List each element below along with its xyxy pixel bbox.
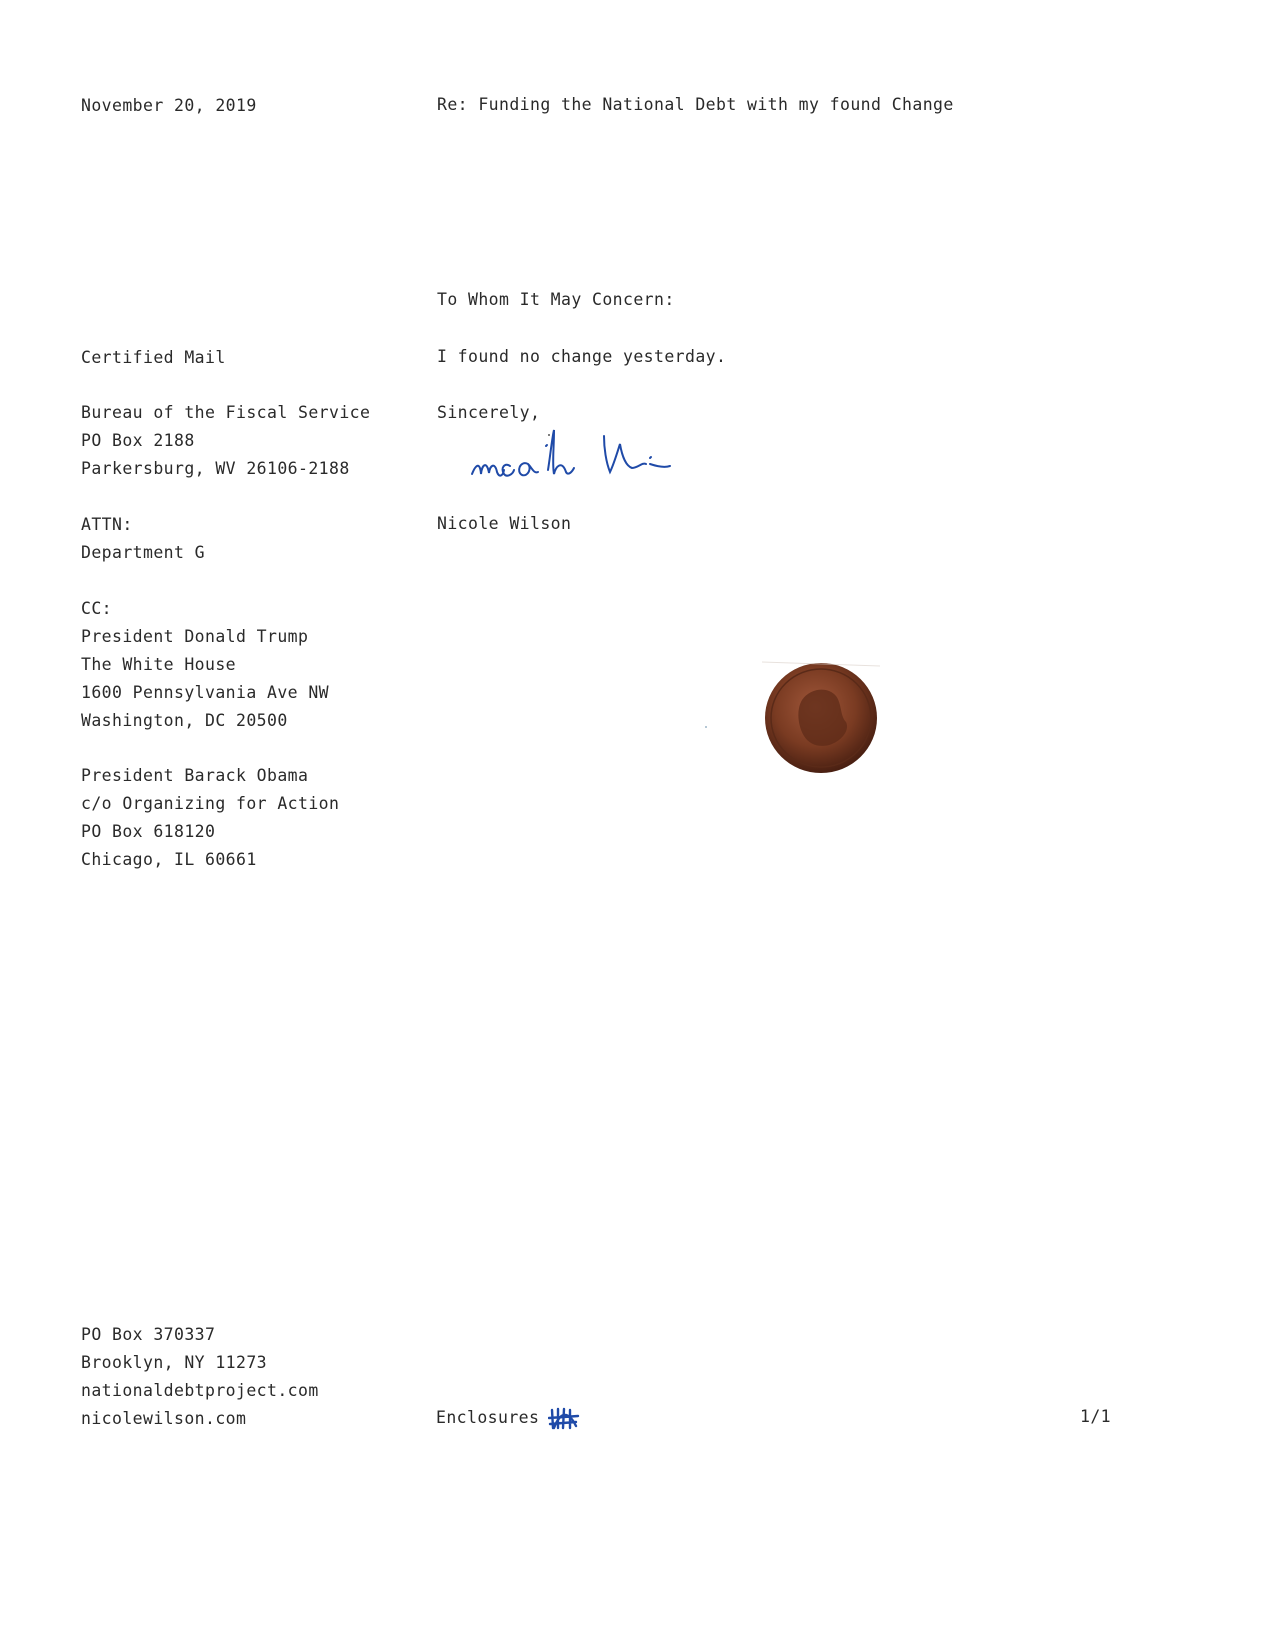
closing: Sincerely, — [437, 403, 541, 422]
mail-type: Certified Mail — [81, 348, 226, 367]
letter-date: November 20, 2019 — [81, 96, 257, 115]
cc-first-line: Washington, DC 20500 — [81, 711, 288, 730]
cc-second-address — [81, 762, 339, 874]
recipient-line: PO Box 2188 — [81, 431, 195, 450]
attn-section — [81, 511, 205, 567]
penny-coin-image — [762, 660, 880, 776]
attn-value: Department G — [81, 543, 206, 562]
recipient-address — [81, 399, 370, 483]
sender-address-line: Brooklyn, NY 11273 — [81, 1353, 268, 1372]
page-number: 1/1 — [1080, 1407, 1112, 1426]
cc-first-line: President Donald Trump — [81, 627, 309, 646]
cc-section — [81, 595, 329, 735]
salutation: To Whom It May Concern: — [437, 290, 675, 309]
scan-speck — [705, 726, 707, 728]
tally-scribble-icon — [548, 1406, 582, 1432]
website-link: nicolewilson.com — [81, 1409, 247, 1428]
cc-second-line: Chicago, IL 60661 — [81, 850, 257, 869]
recipient-line: Bureau of the Fiscal Service — [81, 403, 371, 422]
recipient-line: Parkersburg, WV 26106-2188 — [81, 459, 350, 478]
attn-label: ATTN: — [81, 515, 133, 534]
body-message: I found no change yesterday. — [437, 347, 727, 366]
cc-second-line: c/o Organizing for Action — [81, 794, 340, 813]
signature-image — [470, 428, 700, 498]
cc-second-line: President Barack Obama — [81, 766, 309, 785]
scan-speck — [548, 434, 550, 436]
cc-first-line: The White House — [81, 655, 237, 674]
enclosures-label: Enclosures — [436, 1408, 540, 1427]
cc-second-line: PO Box 618120 — [81, 822, 216, 841]
sender-address-line: PO Box 370337 — [81, 1325, 216, 1344]
signer-name: Nicole Wilson — [437, 514, 572, 533]
cc-label: CC: — [81, 599, 113, 618]
website-link: nationaldebtproject.com — [81, 1381, 319, 1400]
letter-subject: Re: Funding the National Debt with my found Change — [437, 95, 954, 114]
cc-first-line: 1600 Pennsylvania Ave NW — [81, 683, 330, 702]
sender-footer — [81, 1321, 319, 1433]
